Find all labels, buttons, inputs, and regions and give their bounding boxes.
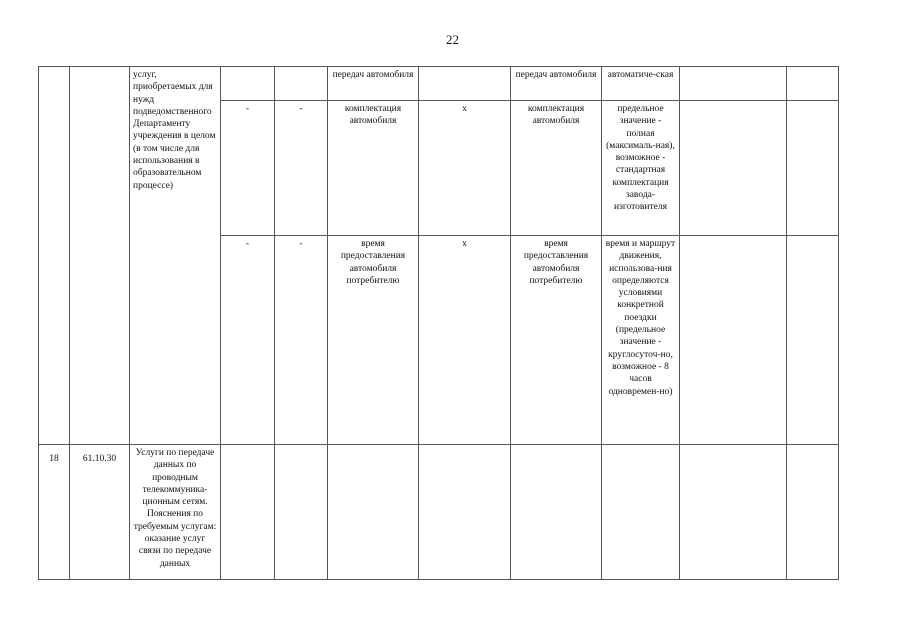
procurement-table [38,66,839,580]
cell-col10 [680,236,787,445]
cell-col11 [787,236,839,445]
table-row [39,67,839,101]
cell-col5 [275,67,328,101]
okpd-code-cell [70,67,130,445]
row-number-cell [39,67,70,445]
cell-col11 [787,67,839,101]
cell-col11 [787,101,839,236]
characteristic-value-cell [511,445,602,580]
characteristic-value-cell: передач автомобиля [511,67,602,101]
characteristic-name-cell [328,445,419,580]
limit-value-cell: время и маршрут движения, использова-ния определяются условиями конкретной поездки (предельное значение - круглосуточ-но, возможное - 8 часов одновремен-но) [602,236,680,445]
item-name-cell: Услуги по передаче данных по проводным телекоммуника-ционным сетям. Пояснения по требуемым услугам: оказание услуг связи по передаче данных [130,445,221,580]
cell-col4: - [221,236,275,445]
limit-value-cell: предельное значение - полная (максималь-ная), возможное - стандартная комплектация завода-изготовителя [602,101,680,236]
cell-col10 [680,101,787,236]
table-row [39,445,839,580]
cell-col10 [680,445,787,580]
cell-col11 [787,445,839,580]
characteristic-value-cell: комплектация автомобиля [511,101,602,236]
limit-value-cell [602,445,680,580]
cell-col10 [680,67,787,101]
okpd-code-cell: 61.10.30 [70,445,130,580]
cell-col4 [221,445,275,580]
characteristic-name-cell: передач автомобиля [328,67,419,101]
page-number: 22 [446,32,459,47]
cell-col4 [221,67,275,101]
row-number-cell: 18 [39,445,70,580]
item-name-cell: услуг, приобретаемых для нужд подведомственного Департаменту учреждения в целом (в том числе для использования в образовательном процессе) [130,67,221,445]
characteristic-name-cell: комплектация автомобиля [328,101,419,236]
cell-col7 [419,67,511,101]
cell-col7: х [419,101,511,236]
cell-col5: - [275,236,328,445]
cell-col7: х [419,236,511,445]
cell-col5: - [275,101,328,236]
characteristic-name-cell: время предоставления автомобиля потребителю [328,236,419,445]
characteristic-value-cell: время предоставления автомобиля потребителю [511,236,602,445]
cell-col7 [419,445,511,580]
cell-col4: - [221,101,275,236]
cell-col5 [275,445,328,580]
limit-value-cell: автоматиче-ская [602,67,680,101]
